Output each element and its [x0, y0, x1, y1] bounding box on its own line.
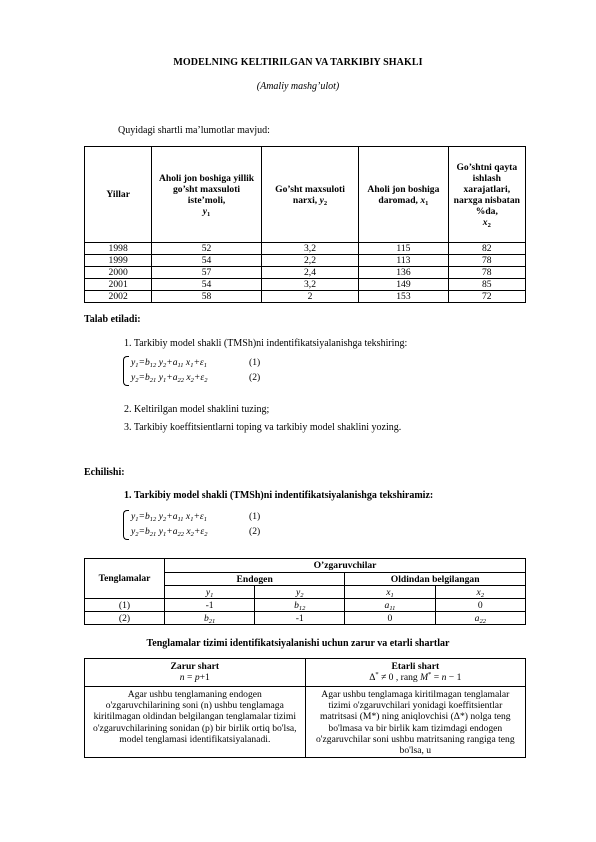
coef-cell: $b_{12}$: [255, 599, 345, 612]
table-cell: 57: [152, 267, 261, 279]
coef-cell: 0: [345, 612, 435, 625]
equation-2: $y_2=b_{21}$ $y_1+a_{22}$ $x_2+\varepsilon_2$: [131, 372, 208, 384]
table-cell: 136: [359, 267, 448, 279]
task-1: 1. Tarkibiy model shakli (TMSh)ni indentifikatsiyalanishga tekshiring:: [124, 338, 408, 349]
necessary-condition-head: Zarur shart n = p+1: [85, 659, 306, 687]
header-x2: Go’shtni qayta ishlash xarajatlari, narxga nisbatan %da, $x_2$: [448, 147, 525, 243]
table-cell: 2000: [85, 267, 152, 279]
task-3: 3. Tarkibiy koeffitsientlarni toping va tarkibiy model shaklini yozing.: [124, 422, 402, 433]
table-cell: 54: [152, 255, 261, 267]
header-y2: Go’sht maxsuloti narxi, $y_2$: [261, 147, 358, 243]
task-list-1: [124, 338, 407, 352]
table-row: [85, 267, 526, 279]
var-y2: $y_2$: [255, 586, 345, 599]
group-variables: O’zgaruvchilar: [165, 559, 526, 573]
identification-table: [84, 558, 526, 625]
sufficient-condition-text: Agar ushbu tenglamaga kiritilmagan tenglamalar tizimi o'zgaruvchilari yonidagi koeffitsientlar matritsasi (M*) ning aniqlovchisi (Δ*) nolga teng bo'lmasa va bir birlik kam tizimdagi endogen o'zgaruvchilar soni ushbu matritsaning rangiga teng bo'lsa, u: [305, 687, 525, 758]
table-cell: 2002: [85, 291, 152, 303]
table-cell: 1998: [85, 243, 152, 255]
row-header-equations: Tenglamalar: [85, 559, 165, 599]
intro-text: Quyidagi shartli ma’lumotlar mavjud:: [118, 125, 270, 136]
table-cell: 149: [359, 279, 448, 291]
equation-2-number: (2): [249, 372, 261, 383]
equation-1: $y_1=b_{12}$ $y_2+a_{11}$ $x_1+\varepsilon_1$: [131, 357, 207, 369]
conditions-caption: Tenglamalar tizimi identifikatsiyalanishi uchun zarur va etarli shartlar: [146, 638, 450, 649]
sufficient-condition-head: Etarli shart Δ* ≠ 0 , rang M* = n − 1: [305, 659, 525, 687]
eq-label: (2): [85, 612, 165, 625]
group-endogen: Endogen: [165, 573, 345, 586]
equation-system-1: [123, 356, 263, 386]
table-cell: 85: [448, 279, 525, 291]
task-2: 2. Keltirilgan model shaklini tuzing;: [124, 404, 270, 415]
eq-label: (1): [85, 599, 165, 612]
equation-1-number: (1): [249, 357, 261, 368]
coef-cell: $a_{11}$: [345, 599, 435, 612]
group-predetermined: Oldindan belgilangan: [345, 573, 526, 586]
table-cell: 54: [152, 279, 261, 291]
table-cell: 153: [359, 291, 448, 303]
table-cell: 72: [448, 291, 525, 303]
equation-1: $y_1=b_{12}$ $y_2+a_{11}$ $x_1+\varepsilon_1$: [131, 511, 207, 523]
var-x2: $x_2$: [435, 586, 525, 599]
page-title: MODELNING KELTIRILGAN VA TARKIBIY SHAKLI: [173, 57, 423, 68]
table-cell: 78: [448, 267, 525, 279]
solution-step-1: 1. Tarkibiy model shakli (TMSh)ni indentifikatsiyalanishga tekshiramiz:: [124, 490, 434, 501]
coef-cell: -1: [165, 599, 255, 612]
header-x1: Aholi jon boshiga daromad, $x_1$: [359, 147, 448, 243]
equation-2-number: (2): [249, 526, 261, 537]
data-table: [84, 146, 526, 303]
table-row: [85, 279, 526, 291]
solution-heading: Echilishi:: [84, 467, 125, 478]
table-cell: 3,2: [261, 243, 358, 255]
equation-2: $y_2=b_{21}$ $y_1+a_{22}$ $x_2+\varepsilon_2$: [131, 526, 208, 538]
equation-1-number: (1): [249, 511, 261, 522]
table-cell: 113: [359, 255, 448, 267]
table-row: [85, 255, 526, 267]
coef-cell: -1: [255, 612, 345, 625]
table-cell: 82: [448, 243, 525, 255]
necessary-condition-text: Agar ushbu tenglamaning endogen o'zgaruvchilarining soni (n) ushbu tenglamaga kiritilmagan oldindan belgilangan tenglamalar tizimi o'zgaruvchilarining sonidan (p) bir birlik ortiq bo'lsa, model tenglamasi identifikatsiyalanadi.: [85, 687, 306, 758]
table-cell: 115: [359, 243, 448, 255]
table-cell: 2: [261, 291, 358, 303]
task-list-2: [124, 404, 401, 440]
table-row: [85, 243, 526, 255]
header-y1: Aholi jon boshiga yillik go’sht maxsuloti iste’moli, $y_1$: [152, 147, 261, 243]
conditions-table: [84, 658, 526, 758]
var-y1: $y_1$: [165, 586, 255, 599]
table-cell: 78: [448, 255, 525, 267]
header-years: Yillar: [85, 147, 152, 243]
coef-cell: 0: [435, 599, 525, 612]
table-cell: 52: [152, 243, 261, 255]
page-subtitle: (Amaliy mashg’ulot): [256, 81, 340, 92]
talab-heading: Talab etiladi:: [84, 314, 141, 325]
table-cell: 3,2: [261, 279, 358, 291]
table-row: [85, 291, 526, 303]
table-cell: 2,2: [261, 255, 358, 267]
table-cell: 58: [152, 291, 261, 303]
var-x1: $x_1$: [345, 586, 435, 599]
coef-cell: $a_{22}$: [435, 612, 525, 625]
coef-cell: $b_{21}$: [165, 612, 255, 625]
table-cell: 2001: [85, 279, 152, 291]
table-cell: 2,4: [261, 267, 358, 279]
equation-system-2: [123, 510, 263, 540]
table-cell: 1999: [85, 255, 152, 267]
